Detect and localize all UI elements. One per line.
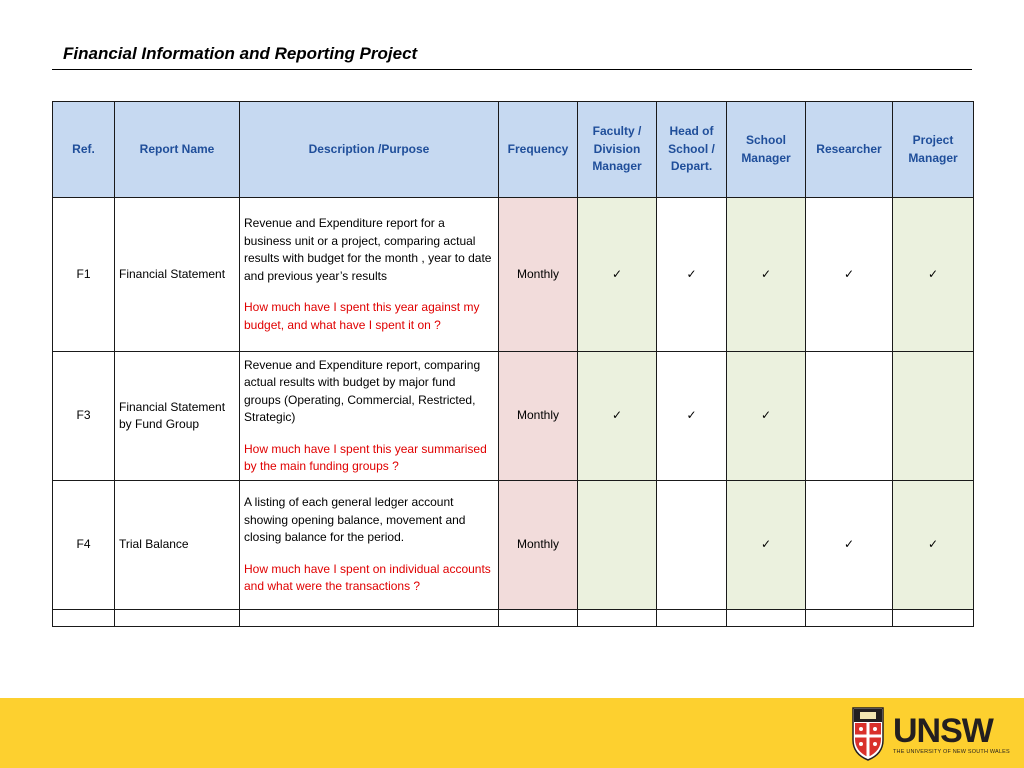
ref-cell: F4 [53, 481, 115, 610]
description-cell [240, 481, 499, 610]
check-icon: ✓ [760, 408, 772, 423]
check-icon: ✓ [843, 266, 855, 281]
purpose-question: How much have I spent this year summarised by the main funding groups ? [244, 441, 487, 473]
empty-cell [806, 610, 893, 627]
frequency-cell: Monthly [499, 198, 578, 352]
purpose-question: How much have I spent on individual accounts and what were the transactions ? [244, 561, 491, 594]
role-cell-faculty [578, 352, 657, 481]
check-icon: ✓ [927, 266, 939, 281]
role-cell-researcher [806, 481, 893, 610]
description-cell [240, 352, 499, 481]
empty-row [53, 610, 974, 627]
role-cell-project-manager [893, 352, 974, 481]
unsw-logo [851, 706, 1010, 762]
header-ref: Ref. [53, 102, 115, 198]
empty-cell [727, 610, 806, 627]
ref-cell: F3 [53, 352, 115, 481]
check-icon: ✓ [843, 537, 855, 552]
role-cell-head-of-school [657, 198, 727, 352]
role-cell-project-manager [893, 198, 974, 352]
role-cell-researcher [806, 352, 893, 481]
reports-table [52, 101, 974, 627]
header-frequency: Frequency [499, 102, 578, 198]
role-cell-head-of-school [657, 481, 727, 610]
check-icon: ✓ [686, 266, 697, 281]
empty-cell [893, 610, 974, 627]
description-text: A listing of each general ledger account showing opening balance, movement and closing balance for the period. [244, 495, 466, 545]
role-cell-school-manager [727, 352, 806, 481]
slide-title: Financial Information and Reporting Project [63, 44, 418, 63]
role-cell-faculty [578, 198, 657, 352]
purpose-question: How much have I spent this year against my budget, and what have I spent it on ? [244, 300, 480, 332]
empty-cell [657, 610, 727, 627]
description-text: Revenue and Expenditure report for a business unit or a project, comparing actual results with budget for the month , year to date and previous year’s results [244, 216, 492, 283]
check-icon: ✓ [686, 408, 697, 423]
header-project-manager: Project Manager [893, 102, 974, 198]
role-cell-school-manager [727, 481, 806, 610]
table-row [53, 481, 974, 610]
description-cell [240, 198, 499, 352]
empty-cell [115, 610, 240, 627]
check-icon: ✓ [760, 537, 772, 552]
report-name-cell: Financial Statement by Fund Group [115, 352, 240, 481]
frequency-cell: Monthly [499, 352, 578, 481]
header-description: Description /Purpose [240, 102, 499, 198]
table-row [53, 352, 974, 481]
role-cell-project-manager [893, 481, 974, 610]
header-researcher: Researcher [806, 102, 893, 198]
empty-cell [240, 610, 499, 627]
check-icon: ✓ [760, 266, 772, 281]
report-name-cell: Trial Balance [115, 481, 240, 610]
ref-cell: F1 [53, 198, 115, 352]
header-report-name: Report Name [115, 102, 240, 198]
header-head-of-school: Head of School / Depart. [657, 102, 727, 198]
header-faculty-division-manager: Faculty / Division Manager [578, 102, 657, 198]
check-icon: ✓ [611, 408, 623, 423]
empty-cell [53, 610, 115, 627]
description-text: Revenue and Expenditure report, comparing actual results with budget by major fund groups (Operating, Commercial, Restricted, Strategic) [244, 357, 481, 424]
table-row [53, 198, 974, 352]
table-header-row [53, 102, 974, 198]
role-cell-researcher [806, 198, 893, 352]
logo-subtitle: THE UNIVERSITY OF NEW SOUTH WALES [893, 748, 1010, 755]
role-cell-head-of-school [657, 352, 727, 481]
university-crest-icon [851, 706, 885, 762]
role-cell-faculty [578, 481, 657, 610]
check-icon: ✓ [927, 537, 939, 552]
empty-cell [499, 610, 578, 627]
report-name-cell: Financial Statement [115, 198, 240, 352]
header-school-manager: School Manager [727, 102, 806, 198]
check-icon: ✓ [611, 266, 623, 281]
logo-wordmark: UNSW [893, 711, 993, 750]
title-divider [52, 69, 972, 70]
role-cell-school-manager [727, 198, 806, 352]
frequency-cell: Monthly [499, 481, 578, 610]
empty-cell [578, 610, 657, 627]
